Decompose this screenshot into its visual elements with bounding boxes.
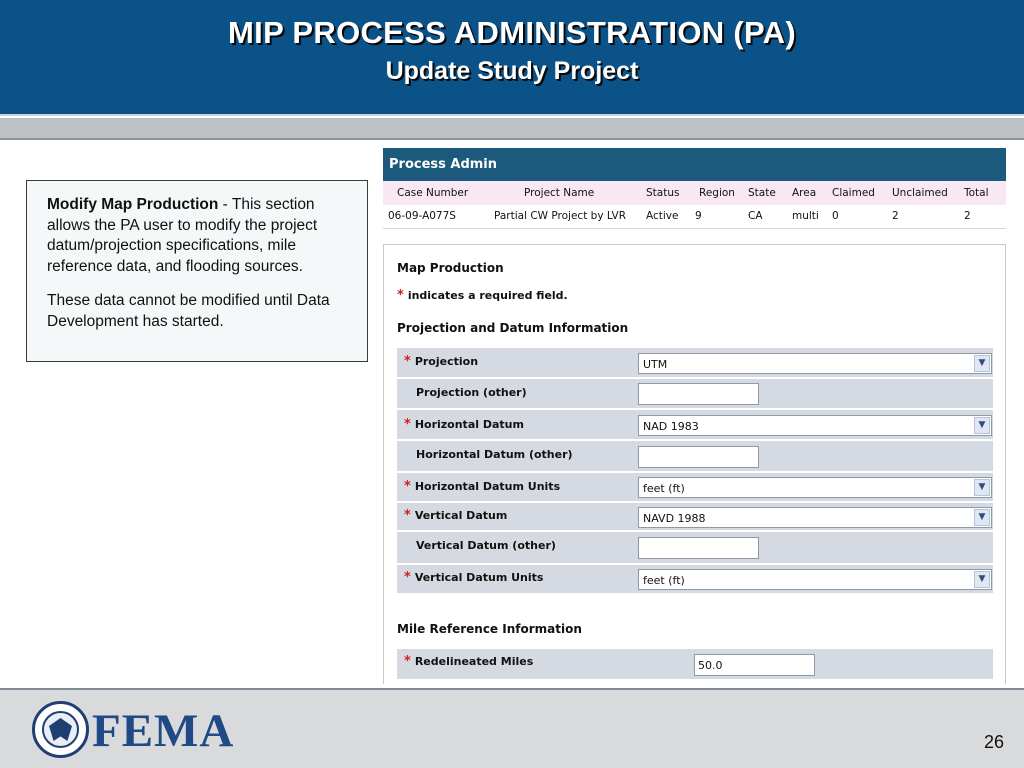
- form-row-horizontal-datum-other: [397, 441, 993, 473]
- vertical-datum-label-text: Vertical Datum: [414, 509, 508, 522]
- projection-select[interactable]: [638, 353, 992, 374]
- required-star: *: [404, 654, 411, 669]
- process-admin-title: Process Admin: [383, 148, 1006, 181]
- required-star: *: [404, 354, 411, 369]
- vertical-datum-other-label: Vertical Datum (other): [416, 539, 556, 552]
- callout-text-1: - This section allows the PA user to modify the project datum/projection specifications, mile reference data, and flooding sources.: [47, 196, 318, 275]
- projection-label: [404, 354, 478, 369]
- form-row-vertical-datum-other: [397, 532, 993, 565]
- vertical-datum-units-select-value: feet (ft): [643, 574, 685, 587]
- required-star: *: [404, 570, 411, 585]
- col-case-number: Case Number: [383, 181, 480, 205]
- dhs-seal-icon: [32, 701, 89, 758]
- horizontal-datum-other-label: Horizontal Datum (other): [416, 448, 573, 461]
- horizontal-datum-units-select[interactable]: [638, 477, 992, 498]
- vertical-datum-select[interactable]: [638, 507, 992, 528]
- horizontal-datum-units-label-text: Horizontal Datum Units: [414, 480, 561, 493]
- cell-total: 2: [960, 205, 1006, 228]
- col-unclaimed: Unclaimed: [888, 181, 960, 205]
- form-row-projection-other: [397, 379, 993, 410]
- map-production-title: Map Production: [397, 261, 504, 275]
- case-table-header-row: [383, 181, 1006, 205]
- horizontal-datum-units-select-value: feet (ft): [643, 482, 685, 495]
- required-note-text: indicates a required field.: [407, 289, 568, 302]
- projection-label-text: Projection: [414, 355, 479, 368]
- cell-status: Active: [642, 205, 695, 228]
- cell-unclaimed: 2: [888, 205, 960, 228]
- process-admin-panel: [383, 148, 1006, 229]
- col-total: Total: [960, 181, 1006, 205]
- col-claimed: Claimed: [828, 181, 888, 205]
- vertical-datum-other-input[interactable]: [638, 537, 759, 559]
- required-star: *: [397, 288, 404, 303]
- col-project-name: Project Name: [480, 181, 642, 205]
- description-callout: [26, 180, 368, 362]
- form-row-vertical-datum: [397, 503, 993, 532]
- fema-logo: FEMA: [92, 705, 235, 757]
- required-star: *: [404, 417, 411, 432]
- cell-state: CA: [744, 205, 788, 228]
- cell-region: 9: [695, 205, 744, 228]
- vertical-datum-units-label-text: Vertical Datum Units: [414, 571, 544, 584]
- horizontal-datum-other-input[interactable]: [638, 446, 759, 468]
- map-production-form: [383, 244, 1006, 684]
- projection-section-title: Projection and Datum Information: [397, 321, 629, 335]
- required-note: [397, 288, 568, 303]
- redelineated-miles-label-text: Redelineated Miles: [414, 655, 534, 668]
- form-row-projection: [397, 348, 993, 379]
- callout-heading: Modify Map Production: [47, 196, 219, 213]
- horizontal-datum-select-value: NAD 1983: [643, 420, 699, 433]
- slide-header: [0, 0, 1024, 116]
- chevron-down-icon[interactable]: ▼: [974, 571, 990, 588]
- col-region: Region: [695, 181, 744, 205]
- callout-text-2: These data cannot be modified until Data Development has started.: [47, 292, 330, 330]
- seal-inner-ring: [42, 711, 79, 748]
- cell-claimed: 0: [828, 205, 888, 228]
- horizontal-datum-units-label: [404, 479, 560, 494]
- case-table: [383, 181, 1006, 229]
- slide-subtitle: Update Study Project: [385, 57, 639, 85]
- eagle-icon: [49, 718, 72, 741]
- chevron-down-icon[interactable]: ▼: [974, 479, 990, 496]
- chevron-down-icon[interactable]: ▼: [974, 509, 990, 526]
- cell-case-number[interactable]: 06-09-A077S: [383, 205, 480, 228]
- cell-project-name[interactable]: Partial CW Project by LVR: [480, 205, 642, 228]
- slide-title: MIP PROCESS ADMINISTRATION (PA): [228, 15, 796, 50]
- vertical-datum-select-value: NAVD 1988: [643, 512, 706, 525]
- horizontal-datum-label-text: Horizontal Datum: [414, 418, 524, 431]
- col-area: Area: [788, 181, 828, 205]
- col-state: State: [744, 181, 788, 205]
- required-star: *: [404, 508, 411, 523]
- col-status: Status: [642, 181, 695, 205]
- form-row-horizontal-datum: [397, 410, 993, 441]
- redelineated-miles-input[interactable]: 50.0: [694, 654, 815, 676]
- projection-other-label: Projection (other): [416, 386, 527, 399]
- slide-footer: [0, 688, 1024, 768]
- cell-area: multi: [788, 205, 828, 228]
- chevron-down-icon[interactable]: ▼: [974, 355, 990, 372]
- required-star: *: [404, 479, 411, 494]
- header-divider-band: [0, 118, 1024, 140]
- horizontal-datum-label: [404, 417, 524, 432]
- form-row-redelineated-miles: [397, 649, 993, 681]
- table-row[interactable]: [383, 205, 1006, 228]
- projection-select-value: UTM: [643, 358, 668, 371]
- form-row-vertical-datum-units: [397, 565, 993, 595]
- redelineated-miles-label: [404, 654, 533, 669]
- mile-section-title: Mile Reference Information: [397, 622, 582, 636]
- callout-paragraph-1: [47, 195, 355, 277]
- vertical-datum-label: [404, 508, 507, 523]
- form-row-horizontal-datum-units: [397, 473, 993, 503]
- page-number: 26: [983, 732, 1004, 752]
- vertical-datum-units-select[interactable]: [638, 569, 992, 590]
- vertical-datum-units-label: [404, 570, 543, 585]
- projection-other-input[interactable]: [638, 383, 759, 405]
- chevron-down-icon[interactable]: ▼: [974, 417, 990, 434]
- horizontal-datum-select[interactable]: [638, 415, 992, 436]
